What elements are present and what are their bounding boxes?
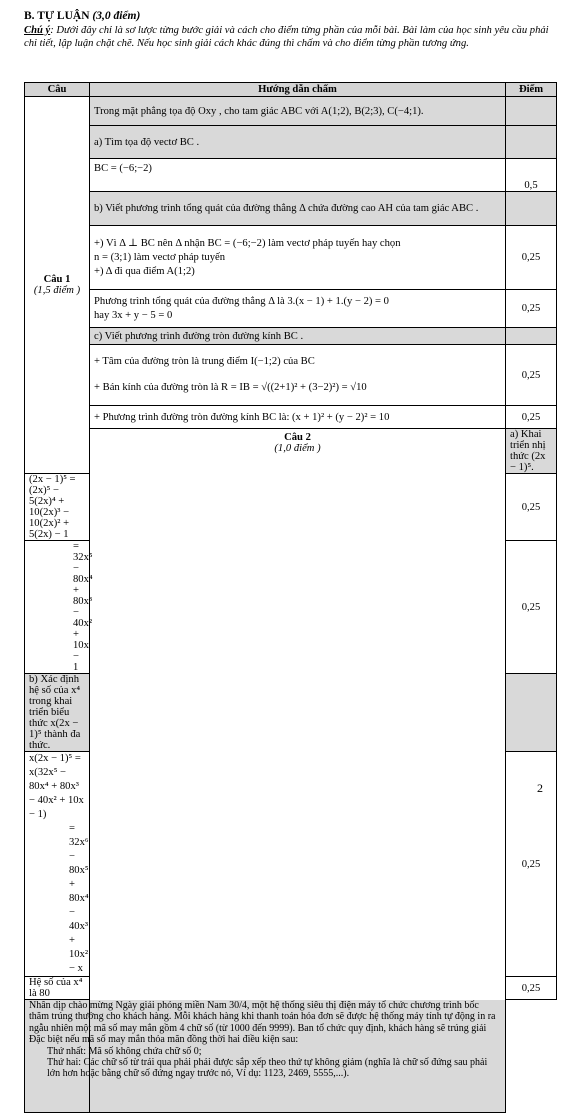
condition-1: Thứ nhất: Mã số không chứa chữ số 0; [47, 1045, 202, 1057]
q1-answer-a: BC = (−6;−2) [90, 159, 506, 192]
q1-intro: Trong mặt phẳng tọa độ Oxy , cho tam giác ABC với A(1;2), B(2;3), C(−4;1). [90, 97, 506, 126]
q2-b-step2: Hệ số của x⁴ là 80 [25, 977, 90, 1000]
score-cell [506, 97, 557, 126]
table-row [25, 406, 557, 429]
table-row [25, 429, 557, 474]
condition-2: Thứ hai: Các chữ số từ trái qua phải phải được sắp xếp theo thứ tự không giảm (nghĩa là chữ số đứng sau phải lớn hơn hoặc bằng chữ số đứng ngay trước nó, Ví dụ: 1123, 2469, 5555,...). [47, 1057, 488, 1080]
page-number: 2 [537, 781, 543, 795]
extra-problem-text: Nhân dịp chào mừng Ngày giải phóng miền Nam 30/4, một hệ thống siêu thị điện máy tổ chức chương trình bốc thăm trúng thưởng cho khách hàng. Mỗi khách hàng khi thanh toán hóa đơn sẽ được hệ thống máy tính tự động in ra ngẫu nhiên một mã số may mắn gồm 4 chữ số (từ 1000 đến 9999). Ban tổ chức quy định, khách hàng sẽ trúng giải Đặc biệt nếu mã số may mắn thỏa mãn đồng thời hai điều kiện sau: [29, 1000, 496, 1046]
question-1-cell [25, 97, 90, 474]
table-row [25, 226, 557, 290]
score-cell [506, 328, 557, 345]
score-cell [506, 192, 557, 226]
q2-a-step1: (2x − 1)⁵ = (2x)⁵ − 5(2x)⁴ + 10(2x)³ − 10(2x)² + 5(2x) − 1 [25, 474, 90, 541]
section-title: B. TỰ LUẬN (3,0 điểm) [24, 10, 141, 22]
table-row [25, 159, 557, 192]
q1-c-step2: + Phương trình đường tròn đường kính BC là: (x + 1)² + (y − 2)² = 10 [90, 406, 506, 429]
question-2-label: Câu 2 [284, 432, 311, 443]
header-score: Điểm [506, 83, 557, 97]
table-row [25, 328, 557, 345]
table-row [25, 192, 557, 226]
q1-c-step1: + Tâm của đường tròn là trung điểm I(−1;2) của BC + Bán kính của đường tròn là R = IB = √((2+1)² + (3−2)²) = √10 [90, 345, 506, 406]
score-q2b2: 0,25 [506, 977, 557, 1000]
table-row [25, 126, 557, 159]
score-q2a1: 0,25 [506, 474, 557, 541]
header-guide: Hướng dẫn chấm [90, 83, 506, 97]
table-row [25, 97, 557, 126]
q1-part-a: a) Tìm tọa độ vectơ BC . [90, 126, 506, 159]
header-question: Câu [25, 83, 90, 97]
q1-b-step1: +) Vì Δ ⊥ BC nên Δ nhận BC = (−6;−2) làm vectơ pháp tuyến hay chọn n = (3;1) làm vectơ pháp tuyến +) Δ đi qua điểm A(1;2) [90, 226, 506, 290]
note-label: Chú ý [24, 25, 51, 36]
q1-part-b: b) Viết phương trình tổng quát của đường thẳng Δ chứa đường cao AH của tam giác ABC . [90, 192, 506, 226]
score-c2: 0,25 [506, 406, 557, 429]
extra-problem [25, 1000, 506, 1113]
q2-part-b: b) Xác định hệ số của x⁴ trong khai triển biểu thức x(2x − 1)⁵ thành đa thức. [25, 674, 90, 752]
score-q2b1: 0,25 [506, 752, 557, 977]
score-q2a2: 0,25 [506, 541, 557, 674]
grading-table [24, 82, 557, 1113]
table-row [25, 1000, 557, 1113]
question-2-points: (1,0 điểm ) [274, 443, 321, 454]
table-row [25, 290, 557, 328]
q2-part-a: a) Khai triển nhị thức (2x − 1)⁵. [506, 429, 557, 474]
score-cell [506, 674, 557, 752]
table-row [25, 345, 557, 406]
note-text: : Dưới đây chỉ là sơ lược từng bước giải và cách cho điểm từng phần của mỗi bài. Bài làm của học sinh yêu cầu phải chi tiết, lập luận chặt chẽ. Nếu học sinh giải cách khác đúng thì chấm và cho điểm từng phần tương ứng. [24, 25, 549, 49]
q2-a-step2: = 32x⁵ − 80x⁴ + 80x³ − 40x² + 10x − 1 [25, 541, 90, 674]
question-1-label: Câu 1 [43, 274, 71, 285]
score-a: 0,5 [506, 159, 557, 192]
q1-part-c: c) Viết phương trình đường tròn đường kính BC . [90, 328, 506, 345]
score-b2: 0,25 [506, 290, 557, 328]
score-c1: 0,25 [506, 345, 557, 406]
table-header-row [25, 83, 557, 97]
score-b1: 0,25 [506, 226, 557, 290]
question-1-points: (1,5 điểm ) [33, 285, 81, 296]
grading-note [24, 25, 552, 51]
q1-b-step2: Phương trình tổng quát của đường thẳng Δ là 3.(x − 1) + 1.(y − 2) = 0 hay 3x + y − 5 = 0 [90, 290, 506, 328]
score-cell [506, 126, 557, 159]
q2-b-step1: x(2x − 1)⁵ = x(32x⁵ − 80x⁴ + 80x³ − 40x² + 10x − 1) = 32x⁶ − 80x⁵ + 80x⁴ − 40x³ + 10x² − x [25, 752, 90, 977]
